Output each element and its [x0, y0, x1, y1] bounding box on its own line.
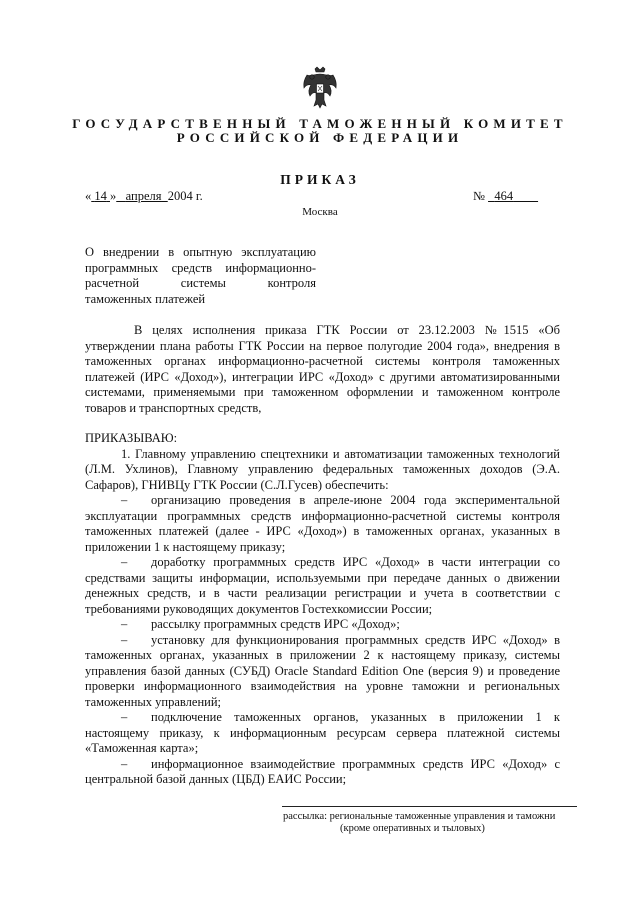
- bullet-item: – подключение таможенных органов, указанных в приложении 1 к настоящему приказу, к информационным ресурсам сервера платежной системы «Таможенная карта»;: [85, 710, 560, 755]
- order-number: [473, 189, 538, 204]
- number-label: №: [473, 189, 485, 203]
- order-title: ПРИКАЗ: [280, 172, 360, 187]
- bullet-item: – организацию проведения в апреле-июне 2004 года экспериментальной эксплуатации программных средств информационно-расчетной системы контроля таможенных платежей (далее - ИРС «Доход») в таможенных органах, указанных в приложении 1 к настоящему приказу;: [85, 493, 560, 554]
- agency-name-line1: ГОСУДАРСТВЕННЫЙ ТАМОЖЕННЫЙ КОМИТЕТ: [72, 116, 568, 131]
- date-month: апреля: [125, 189, 162, 203]
- bullet-item: – доработку программных средств ИРС «Доход» в части интеграции со средствами защиты информации, используемыми при передаче данных о движении денежных средств, и в части реализации регистрации и учета в соответствии с требованиями руководящих документов Гостехкомиссии России;: [85, 555, 560, 616]
- dash-bullet: –: [121, 632, 128, 647]
- date-year: 2004 г.: [167, 189, 203, 203]
- dash-bullet: –: [121, 493, 128, 507]
- date-close-quote: »: [110, 189, 117, 203]
- order-body: [85, 323, 560, 788]
- double-headed-eagle-emblem-icon: [300, 66, 340, 114]
- date-day: 14: [94, 189, 107, 203]
- directive-heading: ПРИКАЗЫВАЮ:: [85, 431, 178, 445]
- dash-bullet: –: [121, 617, 128, 631]
- city: Москва: [302, 206, 338, 218]
- dash-bullet: –: [121, 710, 128, 724]
- order-date: [85, 189, 203, 204]
- dash-bullet: –: [121, 756, 128, 771]
- number-value: 464: [494, 189, 514, 203]
- subject-line: О внедрении в опытную эксплуатацию: [85, 245, 316, 259]
- bullet-item: – информационное взаимодействие программных средств ИРС «Доход» с центральной базой данных (ЦБД) ЕАИС России;: [85, 756, 560, 786]
- order-subject: [85, 245, 316, 307]
- date-open-quote: «: [85, 189, 92, 203]
- agency-name-line2: РОССИЙСКОЙ ФЕДЕРАЦИИ: [176, 130, 464, 145]
- bullet-item: – установку для функционирования программных средств ИРС «Доход» в таможенных органах, указанных в приложении 2 к настоящему приказу, системы управления базой данных (СУБД) Oracle Standard Edition One (версия 9) и проведение проверки информационного взаимодействия на уровне таможни и региональных таможенных управлений;: [85, 632, 560, 709]
- subject-line: программных средств информационно-: [85, 260, 316, 275]
- subject-line: расчетной системы контроля: [85, 276, 316, 290]
- subject-line: таможенных платежей: [85, 291, 206, 306]
- item-1-paragraph: 1. Главному управлению спецтехники и автоматизации таможенных технологий (Л.М. Ухлинов), Главному управлению федеральных таможенных доходов (Э.А. Сафаров), ГНИВЦу ГТК России (С.Л.Гусев) обеспечить:: [85, 446, 560, 492]
- distribution-line2: (кроме оперативных и тыловых): [340, 823, 485, 834]
- bullet-item: – рассылку программных средств ИРС «Доход»;: [121, 617, 400, 631]
- distribution-divider: [282, 806, 577, 807]
- dash-bullet: –: [121, 555, 128, 569]
- distribution-line1: рассылка: региональные таможенные управления и таможни: [283, 811, 556, 822]
- preamble-paragraph: В целях исполнения приказа ГТК России от 23.12.2003 №1515 «Об утверждении плана работы ГТК России на первое полугодие 2004 года», внедрения в таможенных органах информационно-расчетной системы контроля таможенных платежей (ИРС «Доход»), интеграции ИРС «Доход» с другими автоматизированными системами, применяемыми при таможенном оформлении и таможенном контроле товаров и транспортных средств,: [85, 323, 560, 415]
